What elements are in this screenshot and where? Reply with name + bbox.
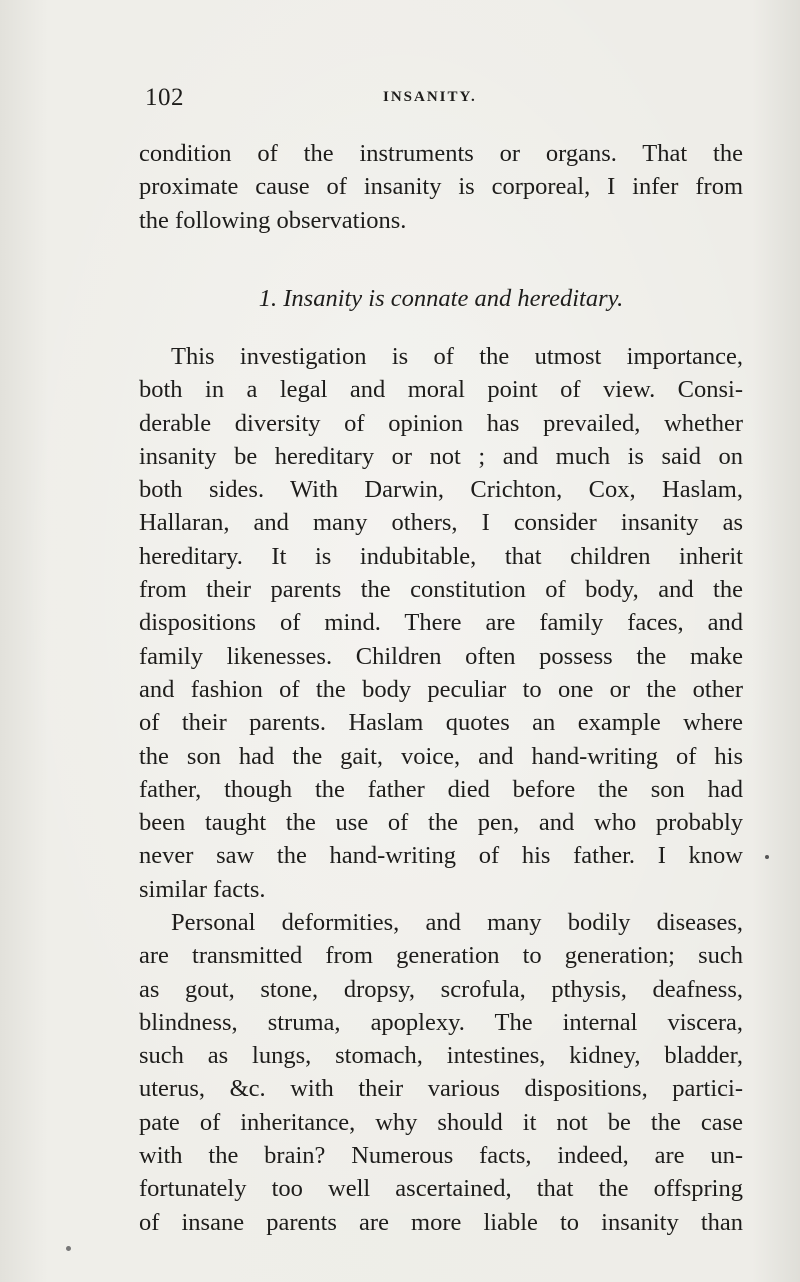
running-head: INSANITY. [383,89,477,105]
text-line: both sides. With Darwin, Crichton, Cox, Haslam, [139,476,743,504]
text-line: are transmitted from generation to generation; such [139,942,743,970]
text-line: uterus, &c. with their various dispositions, partici- [139,1075,743,1103]
paragraph-3 [139,906,743,1239]
page-header [145,84,742,118]
paper-speck [765,855,769,859]
text-line: father, though the father died before the son had [139,775,743,803]
text-line: similar facts. [139,875,266,903]
text-line: and fashion of the body peculiar to one or the other [139,675,743,703]
paragraph-1 [139,137,743,237]
page-number: 102 [145,84,184,111]
text-line: from their parents the constitution of body, and the [139,576,743,604]
text-line: family likenesses. Children often possess the make [139,642,743,670]
text-line: blindness, struma, apoplexy. The internal viscera, [139,1008,743,1036]
text-line: the following observations. [139,206,407,234]
text-line: Hallaran, and many others, I consider insanity as [139,509,743,537]
text-line: both in a legal and moral point of view. Consi- [139,376,743,404]
text-line: insanity be hereditary or not ; and much is said on [139,442,743,470]
text-line: dispositions of mind. There are family faces, and [139,609,743,637]
paper-speck [66,1246,71,1251]
text-line: fortunately too well ascertained, that the offspring [139,1175,743,1203]
text-line: never saw the hand-writing of his father. I know [139,842,743,870]
text-line: condition of the instruments or organs. That the [139,140,743,167]
paragraph-2 [139,340,743,906]
text-line: been taught the use of the pen, and who probably [139,809,743,837]
text-line: such as lungs, stomach, intestines, kidney, bladder, [139,1042,743,1070]
text-line: This investigation is of the utmost importance, [171,343,743,370]
text-line: pate of inheritance, why should it not be the case [139,1108,743,1136]
text-line: the son had the gait, voice, and hand-writing of his [139,742,743,770]
text-line: as gout, stone, dropsy, scrofula, pthysis, deafness, [139,975,743,1003]
text-line: Personal deformities, and many bodily diseases, [171,909,743,936]
text-line: derable diversity of opinion has prevailed, whether [139,409,743,437]
section-heading: 1. Insanity is connate and hereditary. [258,285,624,312]
text-line: of insane parents are more liable to insanity than [139,1208,743,1236]
text-line: proximate cause of insanity is corporeal, I infer from [139,173,743,201]
text-line: with the brain? Numerous facts, indeed, are un- [139,1142,743,1170]
text-line: of their parents. Haslam quotes an example where [139,709,743,737]
text-line: hereditary. It is indubitable, that children inherit [139,542,743,570]
